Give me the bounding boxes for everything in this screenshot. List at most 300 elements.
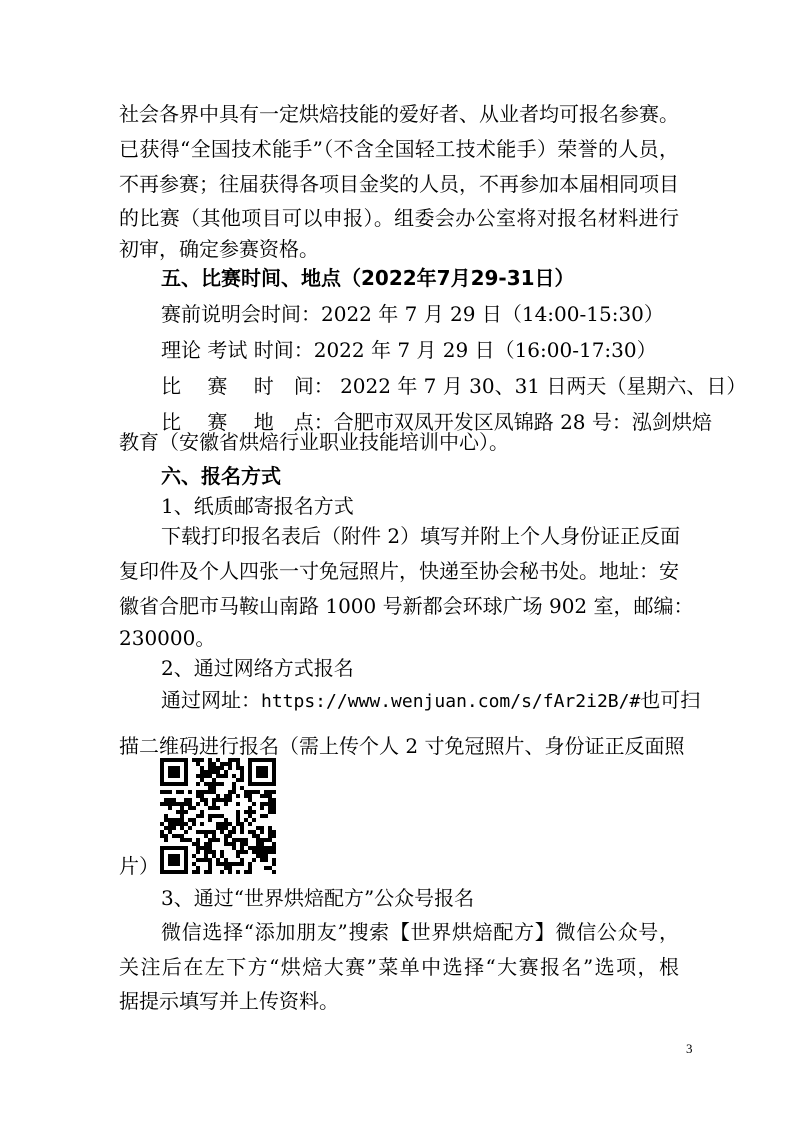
qr-module xyxy=(172,826,176,830)
qr-module xyxy=(168,790,172,794)
qr-module xyxy=(260,770,264,774)
qr-module xyxy=(264,794,268,798)
qr-module xyxy=(232,782,236,786)
qr-module xyxy=(212,770,216,774)
qr-module xyxy=(188,798,192,802)
qr-module xyxy=(272,774,276,778)
qr-module xyxy=(272,830,276,834)
qr-module xyxy=(252,810,256,814)
qr-module xyxy=(208,766,212,770)
qr-module xyxy=(256,834,260,838)
qr-module xyxy=(208,838,212,842)
qr-module xyxy=(224,822,228,826)
qr-module xyxy=(184,762,188,766)
qr-module xyxy=(224,798,228,802)
qr-module xyxy=(232,846,236,850)
qr-module xyxy=(240,838,244,842)
qr-module xyxy=(172,802,176,806)
qr-module xyxy=(200,758,204,762)
paragraph-line: 据提示填写并上传资料。 xyxy=(119,989,339,1013)
qr-module xyxy=(248,782,252,786)
qr-module xyxy=(248,810,252,814)
qr-module xyxy=(196,762,200,766)
qr-module xyxy=(260,806,264,810)
qr-module xyxy=(236,766,240,770)
qr-module xyxy=(248,790,252,794)
qr-module xyxy=(240,846,244,850)
qr-module xyxy=(240,822,244,826)
qr-module xyxy=(208,774,212,778)
qr-module xyxy=(200,770,204,774)
qr-module xyxy=(176,834,180,838)
qr-module xyxy=(256,766,260,770)
qr-module xyxy=(264,802,268,806)
qr-module xyxy=(216,794,220,798)
qr-module xyxy=(244,790,248,794)
qr-module xyxy=(236,838,240,842)
qr-module xyxy=(272,846,276,850)
qr-module xyxy=(252,830,256,834)
qr-module xyxy=(268,834,272,838)
qr-module xyxy=(232,830,236,834)
qr-module xyxy=(240,774,244,778)
qr-module xyxy=(184,822,188,826)
qr-module xyxy=(264,782,268,786)
qr-module xyxy=(180,822,184,826)
qr-module xyxy=(240,830,244,834)
qr-module xyxy=(216,838,220,842)
qr-module xyxy=(244,842,248,846)
qr-module xyxy=(256,826,260,830)
paragraph-line: 230000。 xyxy=(119,626,216,650)
qr-module xyxy=(220,782,224,786)
qr-module xyxy=(192,758,196,762)
qr-module xyxy=(248,778,252,782)
qr-module xyxy=(236,762,240,766)
qr-module xyxy=(268,782,272,786)
qr-module xyxy=(216,782,220,786)
method-heading: 1、纸质邮寄报名方式 xyxy=(161,494,354,518)
qr-module xyxy=(188,818,192,822)
qr-module xyxy=(180,838,184,842)
qr-module xyxy=(248,766,252,770)
qr-module xyxy=(260,782,264,786)
qr-module xyxy=(164,846,168,850)
qr-module xyxy=(232,842,236,846)
qr-module xyxy=(160,778,164,782)
qr-module xyxy=(264,838,268,842)
qr-module xyxy=(168,806,172,810)
qr-module xyxy=(196,838,200,842)
qr-module xyxy=(228,798,232,802)
qr-module xyxy=(192,806,196,810)
qr-module xyxy=(228,842,232,846)
qr-module xyxy=(184,802,188,806)
qr-module xyxy=(200,846,204,850)
qr-module xyxy=(220,774,224,778)
qr-module xyxy=(228,830,232,834)
qr-module xyxy=(164,758,168,762)
qr-module xyxy=(224,834,228,838)
qr-module xyxy=(184,838,188,842)
qr-module xyxy=(228,794,232,798)
qr-module xyxy=(264,774,268,778)
qr-module xyxy=(272,810,276,814)
qr-module xyxy=(188,838,192,842)
qr-module xyxy=(204,798,208,802)
qr-module xyxy=(196,758,200,762)
qr-module xyxy=(192,842,196,846)
qr-module xyxy=(176,846,180,850)
qr-module xyxy=(232,774,236,778)
qr-module xyxy=(172,822,176,826)
qr-module xyxy=(200,810,204,814)
qr-module xyxy=(168,782,172,786)
qr-module xyxy=(168,758,172,762)
qr-module xyxy=(184,774,188,778)
qr-module xyxy=(228,790,232,794)
paragraph-line: 关注后在左下方“烘焙大赛”菜单中选择“大赛报名”选项，根 xyxy=(119,955,679,979)
qr-module xyxy=(228,758,232,762)
qr-module xyxy=(212,782,216,786)
qr-module xyxy=(208,786,212,790)
qr-module xyxy=(204,830,208,834)
qr-module xyxy=(256,770,260,774)
qr-module xyxy=(172,798,176,802)
qr-module xyxy=(160,758,164,762)
qr-module xyxy=(180,834,184,838)
qr-module xyxy=(168,802,172,806)
qr-module xyxy=(248,806,252,810)
qr-module xyxy=(268,790,272,794)
qr-module xyxy=(260,842,264,846)
qr-module xyxy=(248,774,252,778)
qr-module xyxy=(200,766,204,770)
qr-module xyxy=(232,786,236,790)
qr-module xyxy=(236,794,240,798)
url-prefix: 通过网址： xyxy=(161,688,261,712)
qr-module xyxy=(216,822,220,826)
paragraph-line: 徽省合肥市马鞍山南路 1000 号新都会环球广场 902 室，邮编： xyxy=(119,594,694,618)
qr-module xyxy=(240,842,244,846)
qr-module xyxy=(204,842,208,846)
qr-module xyxy=(248,822,252,826)
qr-module xyxy=(224,762,228,766)
qr-module xyxy=(256,842,260,846)
qr-module xyxy=(220,822,224,826)
qr-module xyxy=(220,814,224,818)
qr-module xyxy=(204,774,208,778)
qr-module xyxy=(208,846,212,850)
qr-module xyxy=(224,838,228,842)
qr-module xyxy=(232,790,236,794)
qr-module xyxy=(268,838,272,842)
qr-module xyxy=(268,794,272,798)
method-heading: 3、通过“世界烘焙配方”公众号报名 xyxy=(161,886,475,910)
qr-module xyxy=(196,830,200,834)
qr-module xyxy=(252,782,256,786)
qr-module xyxy=(268,846,272,850)
qr-module xyxy=(204,790,208,794)
qr-module xyxy=(172,846,176,850)
qr-module xyxy=(216,766,220,770)
qr-module xyxy=(268,806,272,810)
qr-module xyxy=(180,802,184,806)
qr-module xyxy=(184,782,188,786)
qr-module xyxy=(268,802,272,806)
qr-module xyxy=(200,774,204,778)
qr-module xyxy=(216,814,220,818)
qr-module xyxy=(232,758,236,762)
qr-module xyxy=(168,822,172,826)
qr-module xyxy=(220,762,224,766)
url-suffix: 也可扫 xyxy=(640,688,701,712)
qr-module xyxy=(256,790,260,794)
qr-module xyxy=(272,762,276,766)
qr-module xyxy=(172,770,176,774)
qr-module xyxy=(164,818,168,822)
qr-module xyxy=(236,814,240,818)
paragraph-line: 下载打印报名表后（附件 2）填写并附上个人身份证正反面 xyxy=(161,524,681,548)
qr-module xyxy=(184,766,188,770)
qr-module xyxy=(248,762,252,766)
qr-module xyxy=(160,762,164,766)
qr-module xyxy=(160,830,164,834)
qr-module xyxy=(216,826,220,830)
qr-module xyxy=(272,782,276,786)
qr-module xyxy=(248,758,252,762)
qr-module xyxy=(184,778,188,782)
qr-module xyxy=(232,826,236,830)
qr-module xyxy=(252,790,256,794)
qr-module xyxy=(168,766,172,770)
qr-module xyxy=(164,790,168,794)
qr-module xyxy=(260,774,264,778)
qr-module xyxy=(200,830,204,834)
qr-module xyxy=(200,814,204,818)
qr-module xyxy=(200,794,204,798)
qr-module xyxy=(220,798,224,802)
qr-module xyxy=(176,810,180,814)
qr-module xyxy=(264,770,268,774)
qr-module xyxy=(272,802,276,806)
page-number: 3 xyxy=(686,1041,693,1056)
qr-module xyxy=(264,790,268,794)
qr-module xyxy=(200,778,204,782)
qr-module xyxy=(196,782,200,786)
qr-module xyxy=(236,810,240,814)
qr-module xyxy=(180,814,184,818)
qr-module xyxy=(212,814,216,818)
qr-module xyxy=(256,782,260,786)
qr-module xyxy=(204,834,208,838)
qr-module xyxy=(212,790,216,794)
schedule-line: 教育（安徽省烘焙行业职业技能培训中心）。 xyxy=(119,430,509,454)
qr-module xyxy=(216,770,220,774)
qr-module xyxy=(212,798,216,802)
qr-module xyxy=(172,758,176,762)
qr-module xyxy=(212,830,216,834)
qr-module xyxy=(272,798,276,802)
qr-module xyxy=(212,778,216,782)
qr-module xyxy=(268,830,272,834)
survey-url-link[interactable]: https://www.wenjuan.com/s/fAr2i2B/# xyxy=(261,691,641,712)
qr-module xyxy=(220,830,224,834)
paragraph-line: 复印件及个人四张一寸免冠照片，快递至协会秘书处。地址：安 xyxy=(119,559,679,583)
qr-module xyxy=(252,758,256,762)
qr-module xyxy=(176,802,180,806)
section-heading: 五、比赛时间、地点（2022年7月29-31日） xyxy=(161,266,575,290)
qr-module xyxy=(228,822,232,826)
qr-module xyxy=(172,818,176,822)
qr-module xyxy=(208,758,212,762)
qr-module xyxy=(248,798,252,802)
qr-module xyxy=(188,806,192,810)
qr-module xyxy=(184,810,188,814)
qr-module xyxy=(196,794,200,798)
qr-module xyxy=(180,818,184,822)
qr-module xyxy=(212,806,216,810)
qr-module xyxy=(252,846,256,850)
qr-module xyxy=(196,846,200,850)
qr-module xyxy=(172,774,176,778)
qr-module xyxy=(208,818,212,822)
qr-module xyxy=(160,846,164,850)
qr-module xyxy=(252,834,256,838)
qr-module xyxy=(164,782,168,786)
qr-module xyxy=(208,782,212,786)
qr-module xyxy=(180,790,184,794)
qr-module xyxy=(160,834,164,838)
method-heading: 2、通过网络方式报名 xyxy=(161,656,354,680)
qr-module xyxy=(208,806,212,810)
qr-module xyxy=(236,758,240,762)
paragraph-line: 不再参赛；往届获得各项目金奖的人员，不再参加本届相同项目 xyxy=(119,172,679,196)
qr-module xyxy=(224,826,228,830)
qr-module xyxy=(192,818,196,822)
qr-module xyxy=(240,826,244,830)
qr-module xyxy=(212,834,216,838)
qr-module xyxy=(212,802,216,806)
qr-module xyxy=(216,758,220,762)
qr-module xyxy=(252,802,256,806)
qr-module xyxy=(164,838,168,842)
qr-module xyxy=(256,774,260,778)
qr-module xyxy=(256,846,260,850)
qr-module xyxy=(176,758,180,762)
qr-module xyxy=(176,774,180,778)
qr-module xyxy=(240,778,244,782)
paragraph-line: 初审，确定参赛资格。 xyxy=(119,237,319,261)
qr-module xyxy=(256,838,260,842)
qr-module xyxy=(172,782,176,786)
qr-module xyxy=(264,846,268,850)
qr-module xyxy=(272,790,276,794)
qr-module xyxy=(164,814,168,818)
qr-module xyxy=(176,766,180,770)
qr-module xyxy=(188,802,192,806)
qr-module xyxy=(204,846,208,850)
qr-module xyxy=(180,826,184,830)
qr-module xyxy=(176,818,180,822)
qr-module xyxy=(212,762,216,766)
qr-module xyxy=(272,766,276,770)
qr-module xyxy=(232,838,236,842)
qr-module xyxy=(240,770,244,774)
qr-module xyxy=(180,810,184,814)
qr-module xyxy=(164,826,168,830)
qr-module xyxy=(208,770,212,774)
qr-module xyxy=(248,846,252,850)
qr-module xyxy=(208,814,212,818)
qr-module xyxy=(172,834,176,838)
qr-module xyxy=(216,774,220,778)
qr-module xyxy=(228,762,232,766)
qr-module xyxy=(240,766,244,770)
qr-module xyxy=(212,766,216,770)
qr-module xyxy=(248,814,252,818)
paragraph-line: 微信选择“添加朋友”搜索【世界烘焙配方】微信公众号， xyxy=(161,920,679,944)
qr-module xyxy=(184,758,188,762)
qr-module xyxy=(204,770,208,774)
section-heading: 六、报名方式 xyxy=(161,464,281,488)
qr-module xyxy=(196,774,200,778)
qr-module xyxy=(228,834,232,838)
qr-module xyxy=(212,786,216,790)
paragraph-line: 片） xyxy=(119,854,159,878)
qr-module xyxy=(264,766,268,770)
qr-module xyxy=(244,810,248,814)
qr-module xyxy=(196,842,200,846)
qr-module xyxy=(160,774,164,778)
qr-module xyxy=(220,826,224,830)
qr-module xyxy=(180,846,184,850)
paragraph-line: 的比赛（其他项目可以申报）。组委会办公室将对报名材料进行 xyxy=(119,206,679,230)
qr-module xyxy=(160,782,164,786)
qr-module xyxy=(236,822,240,826)
qr-module xyxy=(236,778,240,782)
qr-module xyxy=(228,766,232,770)
qr-module xyxy=(160,790,164,794)
qr-module xyxy=(272,770,276,774)
qr-module xyxy=(204,802,208,806)
qr-module xyxy=(260,758,264,762)
qr-module xyxy=(260,814,264,818)
schedule-line: 赛前说明会时间：2022 年 7 月 29 日（14:00-15:30） xyxy=(161,302,664,326)
qr-module xyxy=(200,822,204,826)
qr-module xyxy=(164,834,168,838)
qr-module xyxy=(264,814,268,818)
qr-module xyxy=(248,770,252,774)
qr-module xyxy=(180,782,184,786)
qr-module xyxy=(236,802,240,806)
qr-module xyxy=(168,818,172,822)
qr-module xyxy=(252,818,256,822)
qr-module xyxy=(180,806,184,810)
qr-module xyxy=(272,758,276,762)
qr-module xyxy=(260,838,264,842)
qr-module xyxy=(268,810,272,814)
qr-module xyxy=(244,818,248,822)
qr-module xyxy=(256,758,260,762)
qr-module xyxy=(168,846,172,850)
qr-module xyxy=(244,838,248,842)
qr-module xyxy=(180,758,184,762)
qr-module xyxy=(208,790,212,794)
qr-module xyxy=(160,766,164,770)
url-line xyxy=(161,686,701,716)
paragraph-line: 已获得“全国技术能手”（不含全国轻工技术能手）荣誉的人员， xyxy=(119,137,679,161)
